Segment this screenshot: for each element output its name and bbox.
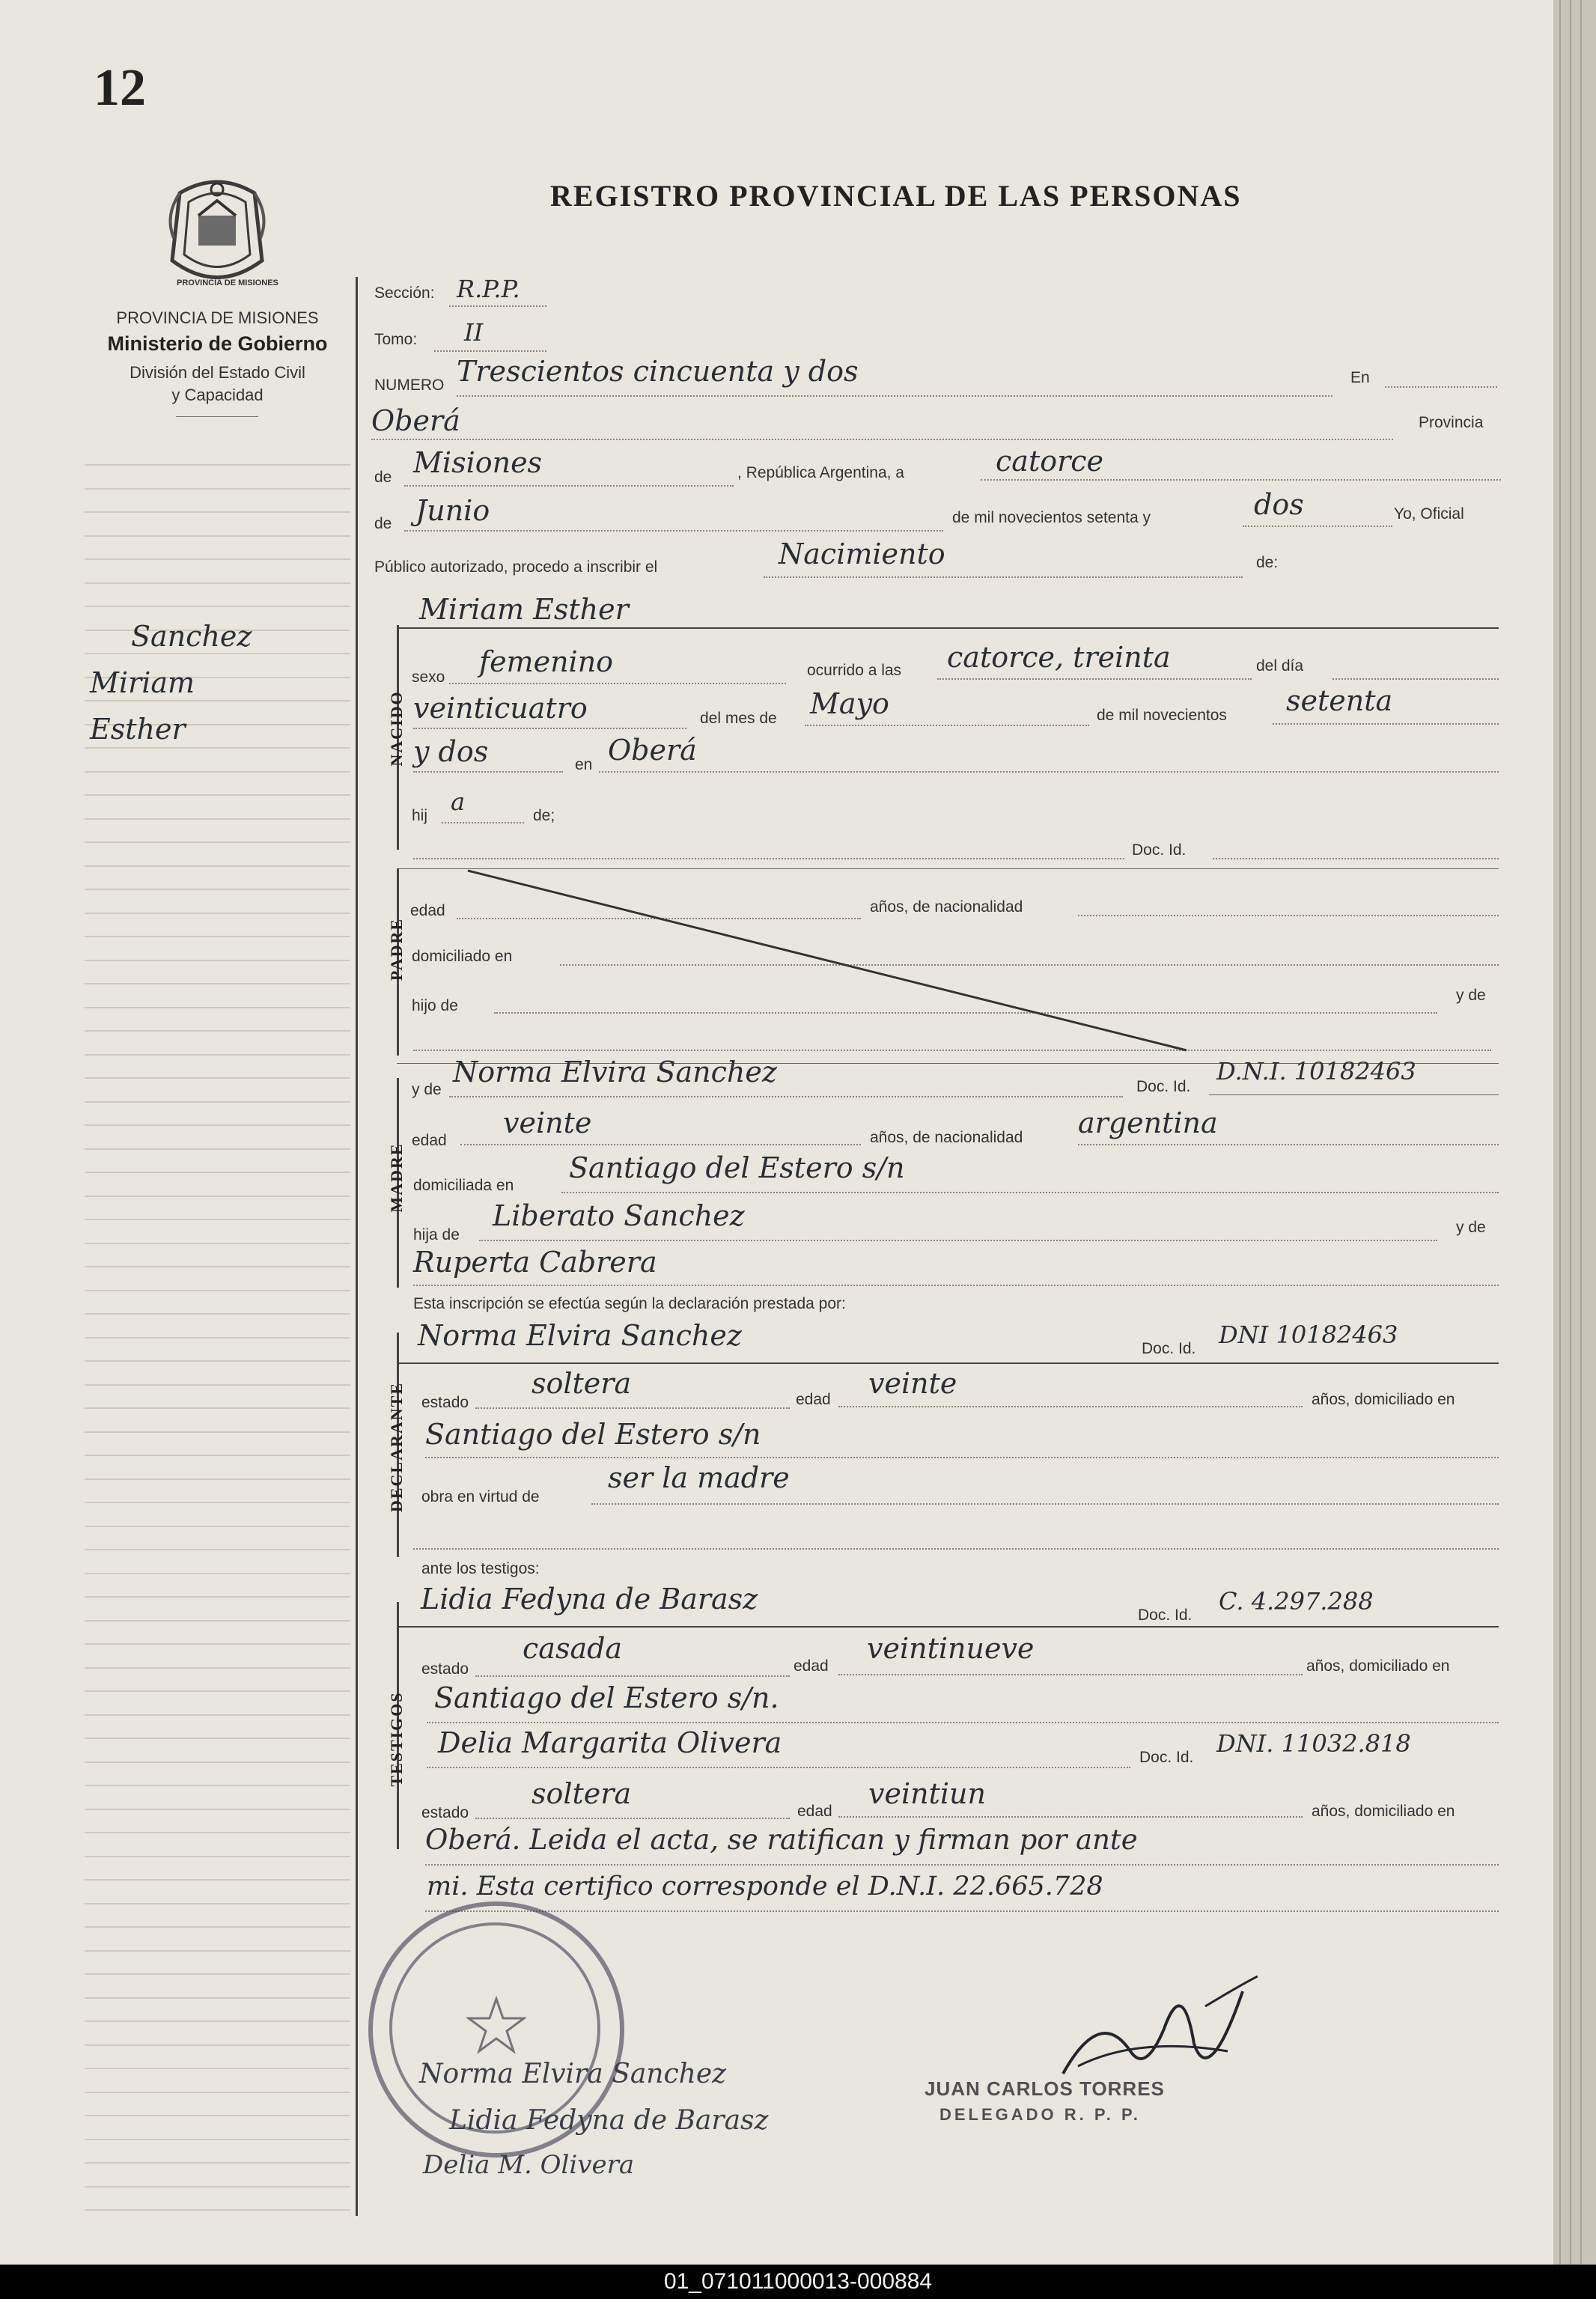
padre-edad-label: edad bbox=[410, 902, 445, 919]
testigo1-domic-label: años, domiciliado en bbox=[1306, 1657, 1450, 1675]
division-line-1: División del Estado Civil bbox=[130, 363, 305, 382]
margin-ruled-line bbox=[85, 1407, 350, 1409]
margin-ruled-line bbox=[85, 960, 350, 961]
seccion-label: Sección: bbox=[374, 284, 435, 302]
madre-nac-value: argentina bbox=[1078, 1106, 1218, 1139]
declarante-edad-label: edad bbox=[796, 1391, 831, 1408]
en-label: En bbox=[1350, 369, 1370, 386]
margin-ruled-line bbox=[85, 2162, 350, 2164]
act-value: Nacimiento bbox=[779, 538, 945, 570]
page-number: 12 bbox=[94, 59, 146, 117]
official-stamp-name: JUAN CARLOS TORRES bbox=[925, 2077, 1165, 2100]
margin-ruled-line bbox=[85, 1879, 350, 1881]
margin-ruled-line bbox=[85, 1124, 350, 1126]
margin-ruled-line bbox=[85, 1950, 350, 1952]
numero-label: NUMERO bbox=[374, 377, 445, 394]
dia-value: veinticuatro bbox=[413, 692, 588, 725]
margin-ruled-line bbox=[85, 1549, 350, 1550]
divider bbox=[176, 416, 258, 417]
margin-ruled-line bbox=[85, 1714, 350, 1716]
testigo2-edad-value: veintiun bbox=[868, 1777, 986, 1810]
margin-ruled-line bbox=[85, 1243, 350, 1244]
margin-note-middle-name: Esther bbox=[90, 713, 186, 746]
anio-value: setenta bbox=[1286, 684, 1393, 717]
margin-ruled-line bbox=[85, 488, 350, 490]
madre-nac-label: años, de nacionalidad bbox=[870, 1129, 1023, 1146]
declarante-edad-value: veinte bbox=[868, 1367, 957, 1400]
margin-ruled-line bbox=[85, 1337, 350, 1339]
closing-line-2: mi. Esta certifico corresponde el D.N.I. 22.665.728 bbox=[427, 1872, 1103, 1901]
margin-ruled-line bbox=[85, 1997, 350, 1999]
division-line-2: y Capacidad bbox=[171, 386, 264, 404]
margin-ruled-line bbox=[85, 2115, 350, 2116]
margin-ruled-line bbox=[85, 2044, 350, 2046]
madre-doc-label: Doc. Id. bbox=[1136, 1078, 1191, 1095]
margin-ruled-line bbox=[85, 1903, 350, 1904]
margin-ruled-line bbox=[85, 771, 350, 773]
margin-ruled-line bbox=[85, 1502, 350, 1503]
lugar-value: Oberá bbox=[608, 734, 697, 767]
madre-hija-label: hija de bbox=[413, 1226, 460, 1243]
signature-declarante: Norma Elvira Sanchez bbox=[419, 2059, 727, 2089]
margin-ruled-line bbox=[85, 1077, 350, 1079]
testigo1-name-value: Lidia Fedyna de Barasz bbox=[421, 1583, 758, 1616]
nacido-name-value: Miriam Esther bbox=[419, 593, 629, 626]
margin-ruled-line bbox=[85, 2139, 350, 2140]
closing-line-1: Oberá. Leida el acta, se ratifican y firman por ante bbox=[425, 1824, 1138, 1856]
anio-value-2: y dos bbox=[413, 735, 489, 768]
declarante-domic-label: años, domiciliado en bbox=[1312, 1391, 1455, 1408]
hij-value: a bbox=[451, 788, 466, 816]
testigo1-domic-value: Santiago del Estero s/n. bbox=[434, 1681, 779, 1714]
margin-ruled-line bbox=[85, 1313, 350, 1315]
declarante-name-value: Norma Elvira Sanchez bbox=[418, 1319, 742, 1352]
margin-ruled-line bbox=[85, 1266, 350, 1267]
margin-ruled-line bbox=[85, 511, 350, 513]
seal-caption: PROVINCIA DE MISIONES bbox=[177, 278, 278, 287]
hij-de-label: de; bbox=[533, 807, 555, 824]
madre-edad-value: veinte bbox=[503, 1106, 592, 1139]
margin-ruled-line bbox=[85, 1384, 350, 1386]
testigo1-edad-label: edad bbox=[794, 1657, 829, 1675]
margin-ruled-line bbox=[85, 1526, 350, 1527]
margin-ruled-line bbox=[85, 1054, 350, 1056]
stamp-star-icon bbox=[466, 1996, 526, 2056]
margin-ruled-line bbox=[85, 865, 350, 867]
margin-ruled-line bbox=[85, 1596, 350, 1598]
de-label: de bbox=[374, 469, 392, 486]
margin-ruled-line bbox=[85, 889, 350, 890]
margin-ruled-line bbox=[85, 1290, 350, 1291]
declarante-doc-value: DNI 10182463 bbox=[1219, 1321, 1398, 1349]
margin-ruled-line bbox=[85, 747, 350, 749]
padre-section-label: PADRE bbox=[387, 917, 406, 981]
margin-ruled-line bbox=[85, 818, 350, 820]
margin-ruled-line bbox=[85, 1101, 350, 1103]
en-place-label: en bbox=[575, 756, 593, 773]
margin-ruled-line bbox=[85, 794, 350, 796]
ministry-name: Ministerio de Gobierno bbox=[107, 332, 328, 355]
sexo-value: femenino bbox=[479, 645, 614, 678]
margin-ruled-line bbox=[85, 2092, 350, 2093]
official-label: Yo, Oficial bbox=[1394, 505, 1464, 523]
seccion-value: R.P.P. bbox=[457, 275, 520, 303]
signature-testigo-2: Delia M. Olivera bbox=[423, 2150, 635, 2180]
testigo2-doc-label: Doc. Id. bbox=[1139, 1749, 1194, 1766]
province-value: Misiones bbox=[413, 446, 543, 479]
publico-label: Público autorizado, procedo a inscribir el bbox=[374, 558, 658, 576]
place-value: Oberá bbox=[371, 404, 460, 437]
page-stack-edge bbox=[1553, 0, 1596, 2265]
day-value: catorce bbox=[996, 445, 1104, 478]
year-value: dos bbox=[1254, 488, 1304, 521]
signature-testigo-1: Lidia Fedyna de Barasz bbox=[449, 2105, 769, 2136]
margin-ruled-line bbox=[85, 1148, 350, 1150]
margin-ruled-line bbox=[85, 582, 350, 584]
nacido-section-label: NACIDO bbox=[387, 690, 406, 767]
margin-ruled-line bbox=[85, 1856, 350, 1857]
declarante-obra-value: ser la madre bbox=[608, 1461, 790, 1494]
testigo2-edad-label: edad bbox=[797, 1803, 832, 1820]
official-stamp-title: DELEGADO R. P. P. bbox=[939, 2105, 1141, 2124]
margin-ruled-line bbox=[85, 1007, 350, 1008]
margin-ruled-line bbox=[85, 1785, 350, 1786]
margin-ruled-line bbox=[85, 558, 350, 560]
margin-ruled-line bbox=[85, 1643, 350, 1645]
margin-ruled-line bbox=[85, 2209, 350, 2211]
padre-hijo-label: hijo de bbox=[412, 997, 458, 1014]
madre-yde2-label: y de bbox=[1456, 1219, 1486, 1236]
madre-madre-value: Ruperta Cabrera bbox=[413, 1246, 657, 1279]
testigo2-estado-label: estado bbox=[421, 1804, 469, 1821]
declarante-section-label: DECLARANTE bbox=[387, 1381, 406, 1513]
madre-domic-value: Santiago del Estero s/n bbox=[569, 1151, 905, 1184]
dia-label: del día bbox=[1256, 657, 1304, 675]
testigo2-estado-value: soltera bbox=[532, 1777, 632, 1810]
margin-ruled-line bbox=[85, 1219, 350, 1220]
margin-ruled-line bbox=[85, 1809, 350, 1810]
provincial-seal-icon bbox=[157, 171, 277, 290]
margin-note-surname: Sanchez bbox=[131, 620, 252, 653]
mes-value: Mayo bbox=[810, 687, 889, 720]
tomo-label: Tomo: bbox=[374, 331, 418, 348]
de3-label: de: bbox=[1256, 554, 1279, 571]
madre-domic-label: domiciliada en bbox=[413, 1177, 514, 1194]
margin-ruled-line bbox=[85, 606, 350, 607]
testigo1-estado-value: casada bbox=[523, 1632, 623, 1665]
margin-ruled-line bbox=[85, 464, 350, 466]
declarante-estado-label: estado bbox=[421, 1394, 469, 1411]
margin-ruled-line bbox=[85, 1030, 350, 1032]
margin-ruled-line bbox=[85, 983, 350, 984]
margin-ruled-line bbox=[85, 1573, 350, 1574]
margin-ruled-line bbox=[85, 913, 350, 914]
margin-ruled-line bbox=[85, 1431, 350, 1433]
declarante-obra-label: obra en virtud de bbox=[421, 1488, 540, 1505]
testigo1-doc-value: C. 4.297.288 bbox=[1219, 1587, 1374, 1616]
republica-label: , República Argentina, a bbox=[737, 464, 904, 481]
anio-label: de mil novecientos bbox=[1097, 707, 1227, 724]
ocurrido-label: ocurrido a las bbox=[807, 662, 902, 679]
declaracion-intro-label: Esta inscripción se efectúa según la declaración prestada por: bbox=[413, 1295, 846, 1312]
margin-ruled-line bbox=[85, 1360, 350, 1362]
padre-domic-label: domiciliado en bbox=[412, 948, 513, 965]
testigos-intro-label: ante los testigos: bbox=[421, 1560, 540, 1577]
testigos-section-label: TESTIGOS bbox=[387, 1691, 406, 1787]
margin-ruled-line bbox=[85, 1690, 350, 1692]
madre-section-label: MADRE bbox=[387, 1142, 406, 1213]
margin-note-name: Miriam bbox=[90, 666, 195, 699]
margin-ruled-line bbox=[85, 2068, 350, 2069]
margin-ruled-line bbox=[85, 1761, 350, 1763]
de2-label: de bbox=[374, 515, 392, 532]
margin-ruled-line bbox=[85, 1832, 350, 1833]
month-value: Junio bbox=[415, 494, 490, 527]
testigo2-domic-label: años, domiciliado en bbox=[1312, 1803, 1455, 1820]
year-label: de mil novecientos setenta y bbox=[952, 509, 1151, 526]
hij-label: hij bbox=[412, 807, 428, 824]
padre-nac-label: años, de nacionalidad bbox=[870, 898, 1023, 916]
declarante-estado-value: soltera bbox=[532, 1367, 632, 1400]
madre-padre-value: Liberato Sanchez bbox=[493, 1199, 745, 1232]
margin-ruled-line bbox=[85, 1926, 350, 1928]
madre-yde-label: y de bbox=[412, 1081, 442, 1098]
padre-yde-label: y de bbox=[1456, 987, 1486, 1004]
padre-cross-out-line bbox=[464, 867, 1190, 1054]
margin-ruled-line bbox=[85, 936, 350, 937]
sexo-label: sexo bbox=[412, 669, 445, 686]
numero-value: Trescientos cincuenta y dos bbox=[457, 355, 859, 388]
margin-ruled-line bbox=[85, 1667, 350, 1669]
testigo1-estado-label: estado bbox=[421, 1660, 469, 1678]
margin-ruled-line bbox=[85, 1455, 350, 1456]
file-id-bar: 01_071011000013-000884 bbox=[0, 2265, 1596, 2299]
margin-ruled-line bbox=[85, 1172, 350, 1173]
mes-label: del mes de bbox=[700, 710, 777, 727]
margin-ruled-line bbox=[85, 535, 350, 537]
margin-ruled-line bbox=[85, 841, 350, 843]
nacido-doc-label: Doc. Id. bbox=[1132, 841, 1187, 859]
testigo1-edad-value: veintinueve bbox=[867, 1632, 1035, 1665]
madre-edad-label: edad bbox=[412, 1132, 447, 1149]
margin-ruled-line bbox=[85, 1738, 350, 1739]
margin-ruled-line bbox=[85, 700, 350, 701]
testigo1-doc-label: Doc. Id. bbox=[1138, 1607, 1193, 1624]
tomo-value: II bbox=[464, 318, 484, 347]
madre-name-value: Norma Elvira Sanchez bbox=[453, 1056, 777, 1088]
margin-ruled-line bbox=[85, 1479, 350, 1480]
margin-ruled-line bbox=[85, 1196, 350, 1197]
document-title: REGISTRO PROVINCIAL DE LAS PERSONAS bbox=[550, 179, 1242, 213]
margin-ruled-line bbox=[85, 1620, 350, 1622]
declarante-domic-value: Santiago del Estero s/n bbox=[425, 1418, 761, 1451]
margin-border-line bbox=[356, 277, 358, 2216]
madre-doc-value: D.N.I. 10182463 bbox=[1216, 1057, 1416, 1085]
margin-ruled-line bbox=[85, 653, 350, 654]
declarante-doc-label: Doc. Id. bbox=[1142, 1340, 1196, 1357]
testigo2-name-value: Delia Margarita Olivera bbox=[438, 1726, 782, 1759]
margin-ruled-line bbox=[85, 1973, 350, 1975]
hora-value: catorce, treinta bbox=[947, 641, 1171, 674]
testigo2-doc-value: DNI. 11032.818 bbox=[1216, 1729, 1411, 1758]
margin-ruled-line bbox=[85, 2021, 350, 2022]
margin-ruled-line bbox=[85, 2186, 350, 2187]
province-name: PROVINCIA DE MISIONES bbox=[116, 308, 319, 327]
provincia-label: Provincia bbox=[1419, 414, 1484, 431]
